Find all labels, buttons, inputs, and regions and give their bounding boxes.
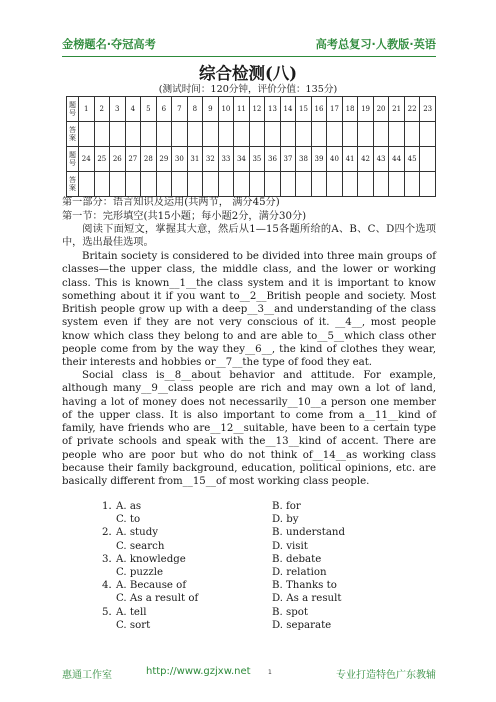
question-number-cell: 15	[296, 97, 312, 122]
question-number-cell: 45	[404, 147, 420, 172]
answer-cell[interactable]	[249, 122, 265, 147]
question-number-cell: 20	[373, 97, 389, 122]
answer-cell[interactable]	[110, 172, 126, 197]
question-number-cell: 18	[342, 97, 358, 122]
answer-cell[interactable]	[265, 122, 281, 147]
answer-cell[interactable]	[404, 122, 420, 147]
option-c: C. As a result of	[116, 593, 199, 605]
answer-cell[interactable]	[404, 172, 420, 197]
question-number-cell: 2	[94, 97, 110, 122]
question-number-cell: 6	[156, 97, 172, 122]
answer-cell[interactable]	[187, 122, 203, 147]
question-number-cell: 33	[218, 147, 234, 172]
answer-cell[interactable]	[265, 172, 281, 197]
question-number-cell: 36	[265, 147, 281, 172]
answer-cell[interactable]	[358, 122, 374, 147]
answer-grid	[66, 96, 436, 197]
option-b: B. spot	[272, 606, 308, 618]
answer-cell[interactable]	[234, 172, 250, 197]
option-c: C. search	[116, 540, 165, 552]
question-number-cell: 14	[280, 97, 296, 122]
option-b: B. understand	[272, 527, 345, 539]
question-number-cell: 12	[249, 97, 265, 122]
option-a: A. study	[116, 527, 158, 539]
question-number-cell: 11	[234, 97, 250, 122]
option-d: D. separate	[272, 619, 332, 631]
footer-url[interactable]: http://www.gzjxw.net	[146, 666, 251, 677]
answer-cell[interactable]	[342, 172, 358, 197]
section-heading: 第一节：完形填空(共15小题；每小题2分，满分30分)	[62, 211, 307, 222]
option-c: C. puzzle	[116, 567, 164, 578]
empty-cell	[420, 147, 436, 172]
answer-cell[interactable]	[311, 172, 327, 197]
question-number-cell: 3	[110, 97, 126, 122]
option-number: 4．	[102, 580, 119, 592]
question-number-cell: 32	[203, 147, 219, 172]
answer-cell[interactable]	[79, 172, 95, 197]
answer-cell[interactable]	[327, 172, 343, 197]
option-d: D. by	[272, 514, 299, 526]
page-subtitle: (测试时间：120分钟，评价分值：135分)	[158, 84, 338, 95]
option-d: D. relation	[272, 567, 327, 578]
question-number-cell: 23	[420, 97, 436, 122]
page-number: 1	[268, 669, 272, 676]
answer-cell[interactable]	[280, 172, 296, 197]
question-number-cell: 27	[125, 147, 141, 172]
answer-cell[interactable]	[141, 172, 157, 197]
option-number: 2．	[102, 527, 119, 539]
question-number-cell: 43	[373, 147, 389, 172]
question-number-cell: 35	[249, 147, 265, 172]
question-number-cell: 16	[311, 97, 327, 122]
page-title: 综合检测(八)	[198, 64, 298, 83]
answer-cell[interactable]	[172, 122, 188, 147]
question-number-cell: 29	[156, 147, 172, 172]
answer-cell[interactable]	[94, 122, 110, 147]
question-number-cell: 24	[79, 147, 95, 172]
option-number: 1．	[102, 501, 119, 512]
question-number-cell: 31	[187, 147, 203, 172]
answer-cell[interactable]	[203, 122, 219, 147]
answer-cell[interactable]	[420, 122, 436, 147]
option-a: A. knowledge	[116, 553, 186, 565]
option-c: C. sort	[116, 619, 151, 631]
question-number-cell: 5	[141, 97, 157, 122]
answer-cell[interactable]	[389, 172, 405, 197]
question-number-cell: 22	[404, 97, 420, 122]
passage-paragraph-1: Britain society is considered to be divided into three main groups of classes—the upper class, the middle class, and the lower or working class. This is known__1__the class system and it is important to know something about it if you want to__2__British people and society. Most British people grow up with a deep__3__and understanding of the class system even if they are not very conscious of it. __4__, most people know which class they belong to and are able to__5__which class other people come from by the way they__6__, the kind of clothes they wear, their interests and hobbies or__7__the type of food they eat.	[62, 251, 436, 369]
footer-studio: 惠通工作室	[62, 670, 112, 681]
grid-label-number: 题号	[67, 97, 79, 122]
answer-cell[interactable]	[125, 172, 141, 197]
option-a: A. Because of	[116, 580, 187, 592]
question-number-cell: 42	[358, 147, 374, 172]
question-number-cell: 41	[342, 147, 358, 172]
option-number: 3．	[102, 553, 119, 565]
option-a: A. as	[116, 501, 142, 512]
footer-slogan: 专业打造特色广东教辅	[336, 670, 436, 681]
page-footer	[62, 666, 436, 682]
answer-cell[interactable]	[420, 172, 436, 197]
question-number-cell: 19	[358, 97, 374, 122]
answer-cell[interactable]	[342, 122, 358, 147]
question-number-cell: 34	[234, 147, 250, 172]
option-b: B. for	[272, 501, 301, 512]
question-number-cell: 38	[296, 147, 312, 172]
answer-cell[interactable]	[172, 172, 188, 197]
part-heading: 第一部分：语言知识及运用(共两节， 满分45分)	[62, 197, 280, 208]
option-number: 5．	[102, 606, 119, 618]
answer-cell[interactable]	[249, 172, 265, 197]
question-number-cell: 7	[172, 97, 188, 122]
answer-cell[interactable]	[327, 122, 343, 147]
answer-cell[interactable]	[125, 122, 141, 147]
answer-cell[interactable]	[296, 172, 312, 197]
question-number-cell: 25	[94, 147, 110, 172]
question-number-cell: 30	[172, 147, 188, 172]
question-number-cell: 1	[79, 97, 95, 122]
option-d: D. As a result	[272, 593, 342, 605]
answer-cell[interactable]	[373, 122, 389, 147]
question-number-cell: 44	[389, 147, 405, 172]
header-left: 金榜题名·夺冠高考	[62, 38, 156, 51]
question-number-cell: 26	[110, 147, 126, 172]
question-number-cell: 37	[280, 147, 296, 172]
header-right: 高考总复习·人教版·英语	[315, 38, 436, 51]
answer-cell[interactable]	[156, 172, 172, 197]
question-number-cell: 28	[141, 147, 157, 172]
question-number-cell: 13	[265, 97, 281, 122]
answer-cell[interactable]	[234, 122, 250, 147]
answer-cell[interactable]	[156, 122, 172, 147]
option-a: A. tell	[116, 606, 147, 618]
passage-paragraph-2: Social class is__8__about behavior and attitude. For example, although many__9__class people are rich and may own a lot of land, having a lot of money does not necessarily__10__a person one member of the upper class. It is also important to come from a__11__kind of family, have friends who are__12__suitable, have been to a certain type of private schools and speak with the__13__kind of accent. There are people who are poor but who do not think of__14__as working class because their family background, education, political opinions, etc. are basically different from__15__of most working class people.	[62, 370, 436, 488]
answer-cell[interactable]	[373, 172, 389, 197]
answer-cell[interactable]	[218, 172, 234, 197]
grid-label-number: 题号	[67, 147, 79, 172]
answer-cell[interactable]	[187, 172, 203, 197]
question-number-cell: 40	[327, 147, 343, 172]
option-b: B. Thanks to	[272, 580, 337, 592]
grid-label-answer: 答案	[67, 122, 79, 147]
answer-cell[interactable]	[311, 122, 327, 147]
grid-label-answer: 答案	[67, 172, 79, 197]
option-b: B. debate	[272, 553, 322, 565]
answer-cell[interactable]	[358, 172, 374, 197]
option-c: C. to	[116, 514, 141, 526]
question-number-cell: 21	[389, 97, 405, 122]
answer-cell[interactable]	[94, 172, 110, 197]
question-number-cell: 8	[187, 97, 203, 122]
option-d: D. visit	[272, 540, 308, 552]
instructions: 阅读下面短文，掌握其大意，然后从1—15各题所给的A、B、C、D四个选项中，选出最佳选项。	[62, 224, 436, 249]
question-number-cell: 4	[125, 97, 141, 122]
answer-cell[interactable]	[203, 172, 219, 197]
answer-cell[interactable]	[280, 122, 296, 147]
answer-cell[interactable]	[389, 122, 405, 147]
question-number-cell: 17	[327, 97, 343, 122]
answer-cell[interactable]	[141, 122, 157, 147]
header-divider	[62, 56, 436, 57]
answer-cell[interactable]	[110, 122, 126, 147]
question-number-cell: 10	[218, 97, 234, 122]
answer-cell[interactable]	[296, 122, 312, 147]
answer-cell[interactable]	[79, 122, 95, 147]
question-number-cell: 9	[203, 97, 219, 122]
question-number-cell: 39	[311, 147, 327, 172]
answer-cell[interactable]	[218, 122, 234, 147]
page-header	[62, 36, 436, 52]
